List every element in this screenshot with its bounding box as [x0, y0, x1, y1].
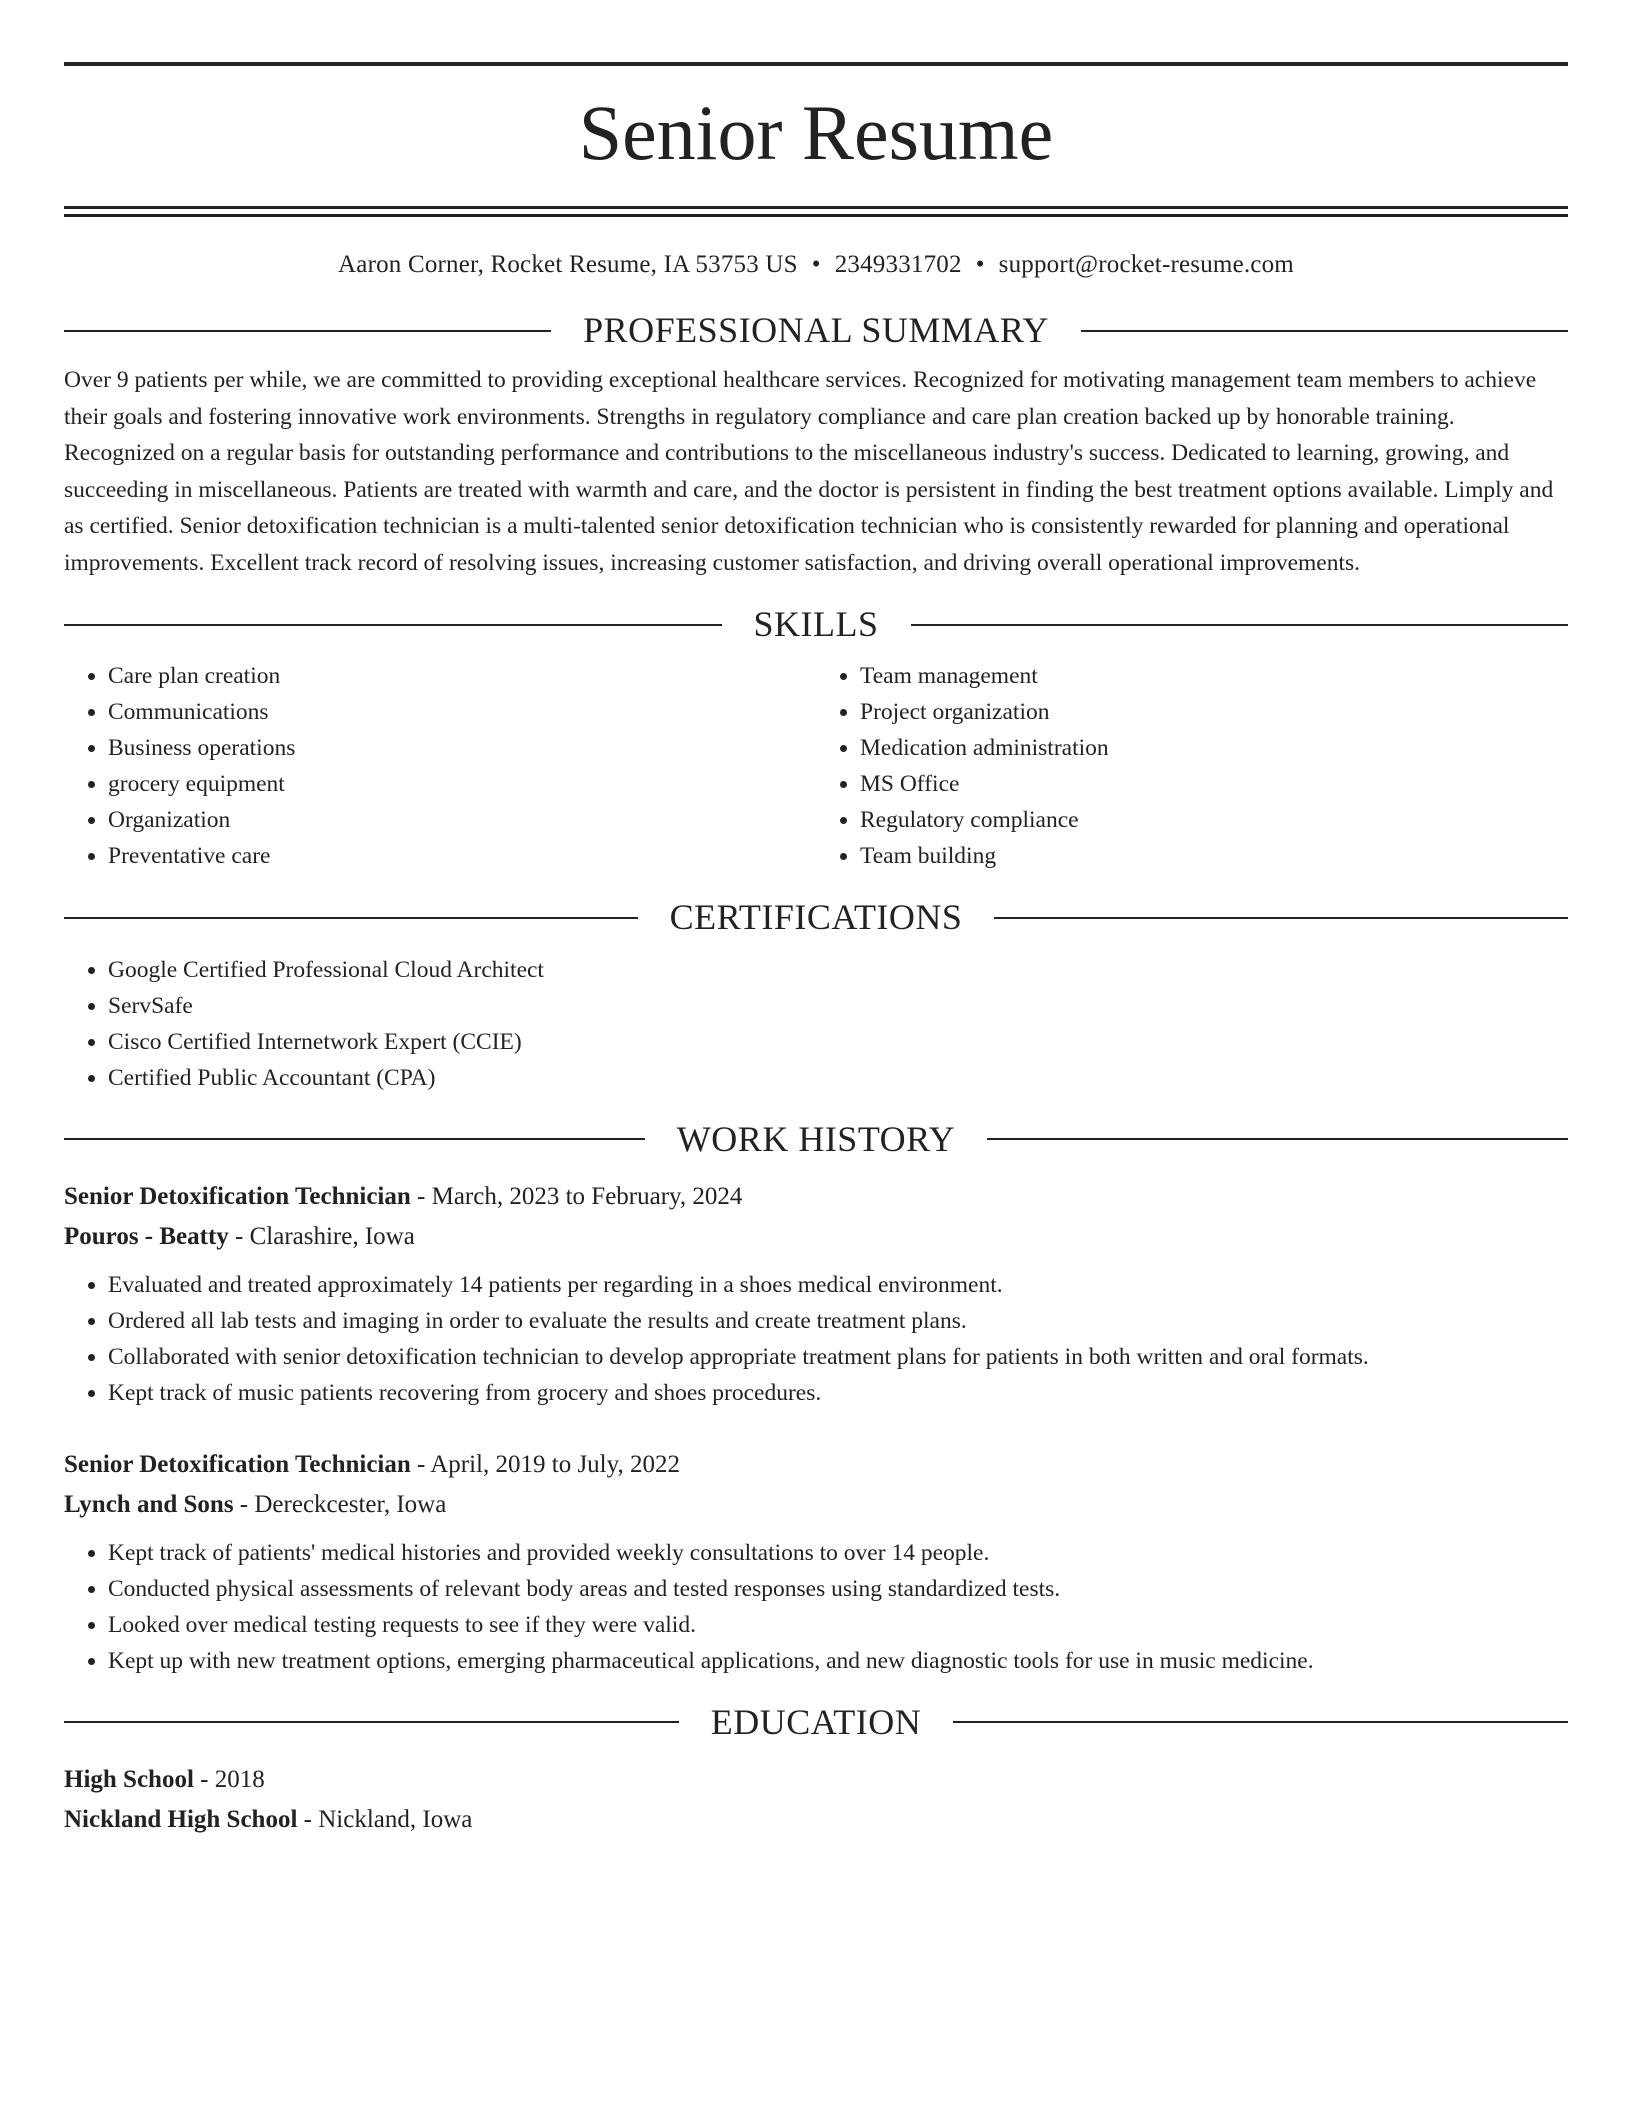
job-company-line [64, 1217, 1568, 1257]
education-location: - Nickland, Iowa [297, 1805, 473, 1833]
job-role: Senior Detoxification Technician [64, 1182, 411, 1210]
certifications-heading [64, 896, 1568, 939]
job-dates: - March, 2023 to February, 2024 [410, 1182, 743, 1210]
job-role-line [64, 1177, 1568, 1217]
skill-item: • Preventative care [108, 838, 816, 874]
skill-item: • MS Office [860, 766, 1568, 802]
summary-heading [64, 309, 1568, 352]
job-entry [64, 1445, 1568, 1679]
title-double-rule [64, 206, 1568, 217]
heading-rule [994, 917, 1568, 919]
job-entry [64, 1177, 1568, 1411]
job-bullet: • Conducted physical assessments of relevant body areas and tested responses using standardized tests. [108, 1571, 1568, 1607]
skills-heading [64, 603, 1568, 646]
contact-phone[interactable]: 2349331702 [834, 251, 962, 278]
education-degree-line [64, 1760, 1568, 1800]
job-bullet: • Looked over medical testing requests to see if they were valid. [108, 1607, 1568, 1643]
contact-separator: • [975, 251, 985, 278]
education-school-line [64, 1800, 1568, 1840]
skills-list-right [816, 658, 1568, 874]
heading-rule [911, 624, 1569, 626]
skill-item: • Team building [860, 838, 1568, 874]
skill-item: • Medication administration [860, 730, 1568, 766]
heading-rule [64, 1721, 679, 1723]
job-bullet: • Kept track of music patients recovering from grocery and shoes procedures. [108, 1375, 1568, 1411]
resume-page [64, 0, 1568, 1840]
job-bullet: • Collaborated with senior detoxification technician to develop appropriate treatment plans for patients in both written and oral formats. [108, 1339, 1568, 1375]
skill-item: • Team management [860, 658, 1568, 694]
heading-rule [64, 917, 638, 919]
certifications-list [64, 952, 1568, 1096]
resume-title: Senior Resume [578, 89, 1054, 176]
contact-email[interactable]: support@rocket-resume.com [998, 251, 1294, 278]
skill-item: • Business operations [108, 730, 816, 766]
contact-line [64, 251, 1568, 279]
contact-address: Aaron Corner, Rocket Resume, IA 53753 US [338, 251, 798, 278]
job-dates: - April, 2019 to July, 2022 [410, 1450, 680, 1478]
skill-item: • grocery equipment [108, 766, 816, 802]
certification-item: • Cisco Certified Internetwork Expert (CCIE) [108, 1024, 1568, 1060]
job-bullets [64, 1267, 1568, 1411]
job-location: - Clarashire, Iowa [228, 1222, 415, 1250]
job-bullet: • Evaluated and treated approximately 14 patients per regarding in a shoes medical environment. [108, 1267, 1568, 1303]
certification-item: • Google Certified Professional Cloud Architect [108, 952, 1568, 988]
heading-rule [953, 1721, 1568, 1723]
summary-text: Over 9 patients per while, we are committed to providing exceptional healthcare services. Recognized for motivating management team members to achieve their goals and fostering innovative work environments. Strengths in regulatory compliance and care plan creation backed up by honorable training. Recognized on a regular basis for outstanding performance and contributions to the miscellaneous industry's success. Dedicated to learning, growing, and succeeding in miscellaneous. Patients are treated with warmth and care, and the doctor is persistent in finding the best treatment options available. Limply and as certified. Senior detoxification technician is a multi-talented senior detoxification technician who is consistently rewarded for planning and operational improvements. Excellent track record of resolving issues, increasing customer satisfaction, and driving overall operational improvements. [64, 367, 1554, 576]
job-company: Pouros - Beatty [64, 1222, 229, 1250]
education-heading [64, 1701, 1568, 1744]
job-location: - Dereckcester, Iowa [233, 1490, 447, 1518]
top-rule [64, 62, 1568, 66]
education-title: EDUCATION [710, 1701, 922, 1742]
job-bullet: • Ordered all lab tests and imaging in order to evaluate the results and create treatment plans. [108, 1303, 1568, 1339]
job-company: Lynch and Sons [64, 1490, 234, 1518]
work-history-heading [64, 1118, 1568, 1161]
job-bullet: • Kept up with new treatment options, emerging pharmaceutical applications, and new diagnostic tools for use in music medicine. [108, 1643, 1568, 1679]
certification-item: • ServSafe [108, 988, 1568, 1024]
skill-item: • Communications [108, 694, 816, 730]
summary-title: PROFESSIONAL SUMMARY [583, 310, 1049, 350]
heading-rule [64, 1138, 645, 1140]
skills-list-left [64, 658, 816, 874]
job-role: Senior Detoxification Technician [64, 1450, 411, 1478]
job-bullet: • Kept track of patients' medical histories and provided weekly consultations to over 14 people. [108, 1535, 1568, 1571]
education-school: Nickland High School [64, 1805, 298, 1833]
skill-item: • Care plan creation [108, 658, 816, 694]
skill-item: • Regulatory compliance [860, 802, 1568, 838]
job-bullets [64, 1535, 1568, 1679]
job-role-line [64, 1445, 1568, 1485]
education-degree: High School [64, 1765, 194, 1793]
skills-title: SKILLS [753, 604, 879, 645]
job-company-line [64, 1485, 1568, 1525]
skills-grid [64, 658, 1568, 874]
certifications-title: CERTIFICATIONS [669, 897, 963, 938]
heading-rule [987, 1138, 1568, 1140]
contact-separator: • [811, 251, 821, 278]
work-history-title: WORK HISTORY [676, 1118, 956, 1159]
skill-item: • Organization [108, 802, 816, 838]
heading-rule [1081, 330, 1568, 332]
heading-rule [64, 624, 722, 626]
heading-rule [64, 330, 551, 332]
skill-item: • Project organization [860, 694, 1568, 730]
education-entry [64, 1760, 1568, 1840]
education-year: - 2018 [193, 1765, 265, 1793]
certification-item: • Certified Public Accountant (CPA) [108, 1060, 1568, 1096]
